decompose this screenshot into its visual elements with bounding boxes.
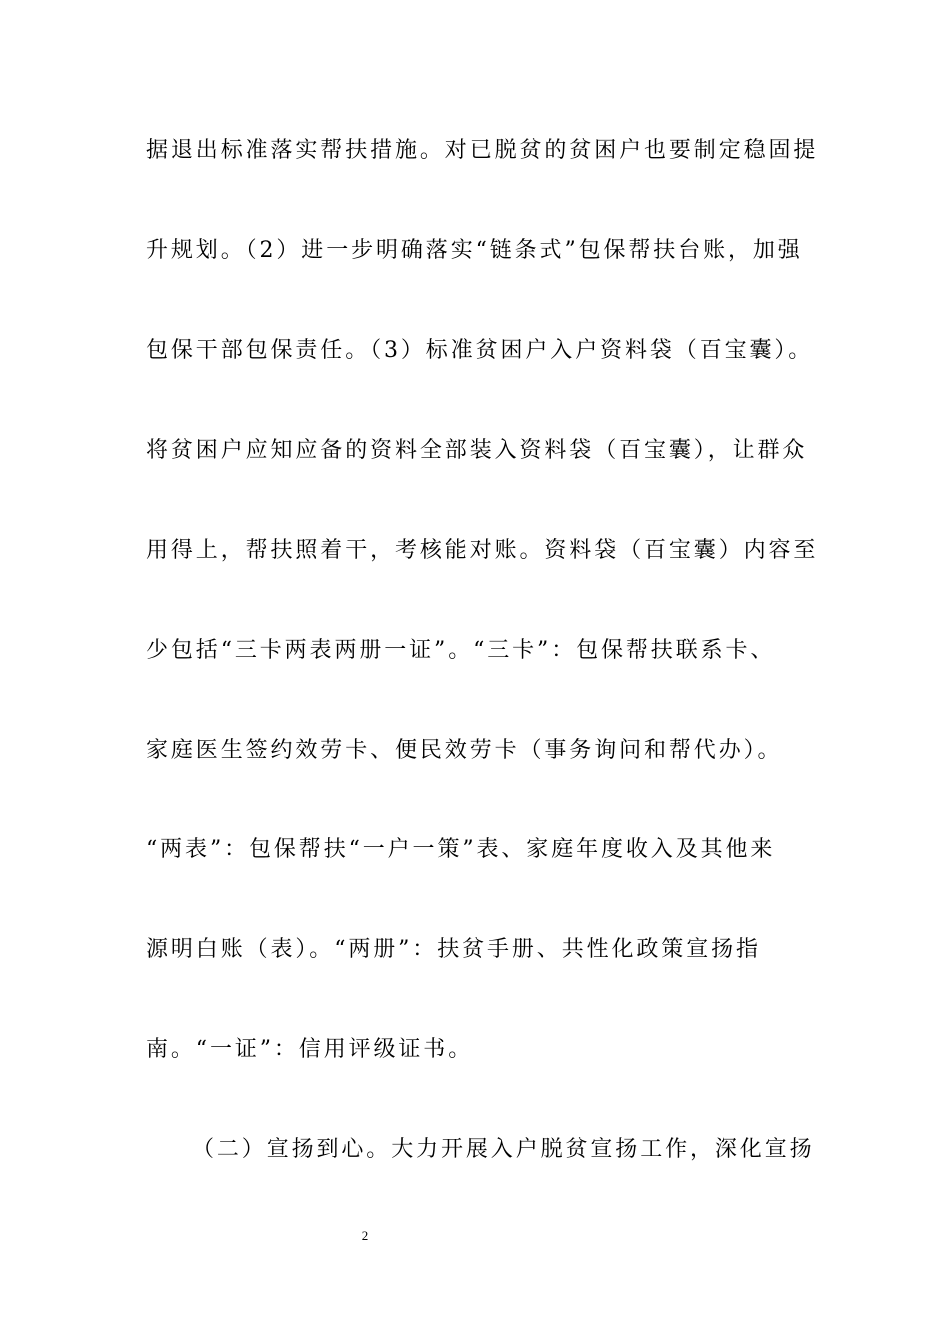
body-text-line: 将贫困户应知应备的资料全部装入资料袋（百宝囊），让群众 [146,438,808,463]
body-text-line: “两表”：包保帮扶“一户一策”表、家庭年度收入及其他来 [146,837,776,862]
body-text-line: 据退出标准落实帮扶措施。对已脱贫的贫困户也要制定稳固提 [146,138,819,163]
body-text-line: 用得上，帮扶照着干，考核能对账。资料袋（百宝囊）内容至 [146,538,819,563]
body-text-line: 升规划。（2）进一步明确落实“链条式”包保帮扶台账，加强 [146,238,803,263]
section-heading-line: （二）宣扬到心。大力开展入户脱贫宣扬工作，深化宣扬 [192,1137,815,1162]
body-text-line: 源明白账（表）。“两册”：扶贫手册、共性化政策宣扬指 [146,937,761,962]
body-text-line: 南。“一证”：信用评级证书。 [146,1037,474,1062]
body-text-line: 家庭医生签约效劳卡、便民效劳卡（事务询问和帮代办）。 [146,738,783,763]
page-number: 2 [361,1228,369,1243]
body-text-line: 包保干部包保责任。（3）标准贫困户入户资料袋（百宝囊）。 [146,338,814,363]
body-text-line: 少包括“三卡两表两册一证”。“三卡”：包保帮扶联系卡、 [146,638,776,663]
